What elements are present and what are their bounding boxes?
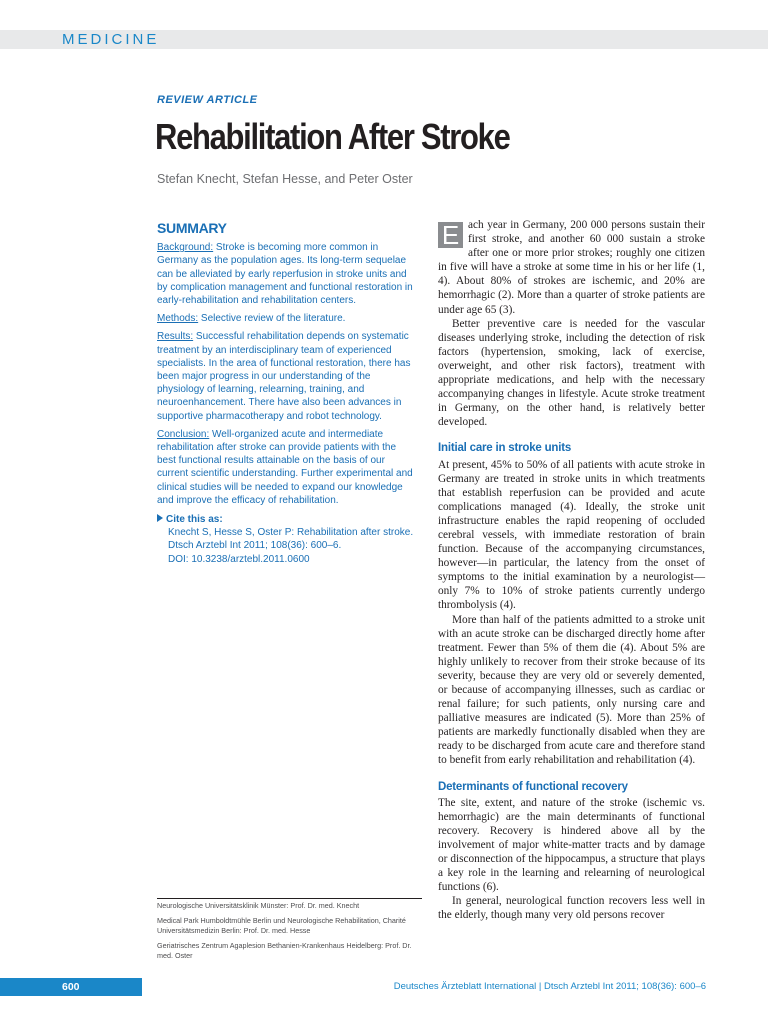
body-paragraph: More than half of the patients admitted to a stroke unit with an acute stroke can be discharged directly home after treatment. Fewer than 5% of them die (4). About 5% are highly unlikely to recover from their stroke because of its severity, because they are very old or severely demented, or because of accompanying illnesses, such as cardiac or renal failure; for such patients, only nursing care and palliative measures are indicated (5). More than 25% of patients are markedly functionally disabled when they are ready to be discharged from acute care and therefore stand to benefit from early rehabilitation and rehabilitation (4). [438,613,705,767]
body-paragraph: In general, neurological function recovers less well in the elderly, though many very old persons recover [438,895,705,922]
section-heading: Determinants of functional recovery [438,780,628,793]
page-number: 600 [62,981,80,993]
body-paragraph: Better preventive care is needed for the vascular diseases underlying stroke, including the detection of risk factors (hypertension, smoking, lack of exercise, overweight, and other risk factors), treatment with appropriate medications, and help with the necessary accompanying changes in lifestyle. Acute stroke treatment in Germany, on the other hand, is relatively better developed. [438,317,705,429]
journal-citation: Deutsches Ärzteblatt International | Dtsch Arztebl Int 2011; 108(36): 600–6 [393,981,706,992]
section-label: MEDICINE [62,31,160,48]
background-text: Stroke is becoming more common in Germany as the population ages. Its long-term sequelae can be alleviated by early reperfusion in stroke units and by complication management and functional restoration in early-rehabilitation and rehabilitation centers. [157,242,413,307]
section-heading: Initial care in stroke units [438,442,572,455]
summary-box [157,222,417,566]
cite-line-2: Dtsch Arztebl Int 2011; 108(36): 600–6. [168,540,342,552]
citation [157,513,417,566]
background-label: Background: [157,242,214,254]
page-title: Rehabilitation After Stroke [155,116,510,157]
body-text: ach year in Germany, 200 000 persons sustain their first stroke, and another 60 000 sustain a stroke after one or more prior strokes; roughly one citizen in five will have a stroke at some time in his or her life (1, 4). About 80% of strokes are ischemic, and 20% are hemorrhagic (2). More than a quarter of stroke patients are under age 65 (3). [438,219,705,316]
body-paragraph [438,218,705,317]
drop-cap: E [438,222,463,248]
conclusion-text: Well-organized acute and intermediate rehabilitation after stroke can provide patients with the best functional results attainable on the basis of our current scientific understanding. Further experimental and clinical studies will be needed to expand our knowledge and improve the efficacy of rehabilitation. [157,428,413,506]
summary-conclusion [157,428,417,507]
body-paragraph: The site, extent, and nature of the stroke (ischemic vs. hemorrhagic) are the main determinants of functional recovery. Recovery is hindered above all by the involvement of major white-matter tracts and by damage or disconnection of the hippocampus, a structure that plays a key role in the learning and relearning of neurological functions (6). [438,796,705,894]
summary-methods [157,312,417,325]
affiliation-2: Medical Park Humboldtmühle Berlin und Neurologische Rehabilitation, Charité Universitätsmedizin Berlin: Prof. Dr. med. Hesse [157,916,406,935]
body-paragraph: At present, 45% to 50% of all patients with acute stroke in Germany are treated in stroke units in which treatments that establish reperfusion can be provided and acute complications managed (4). Ideally, the stroke unit infrastructure enables the rapid reopening of occluded cerebral vessels, with immediate restoration of brain function. Because of the accompanying circumstances, however—in particular, the latency from the onset of symptoms to the initial examination by a neurologist—only 7% to 10% of stroke patients currently undergo thrombolysis (4). [438,458,705,612]
article-body [438,218,705,923]
summary-background [157,241,417,307]
summary-results [157,330,417,422]
cite-doi[interactable]: DOI: 10.3238/arztebl.2011.0600 [168,553,310,565]
article-type: REVIEW ARTICLE [157,94,258,106]
cite-line-1: Knecht S, Hesse S, Oster P: Rehabilitation after stroke. [168,527,414,539]
results-label: Results: [157,331,194,343]
conclusion-label: Conclusion: [157,428,210,440]
affiliation-divider [157,898,422,899]
triangle-right-icon [157,514,163,522]
affiliation-3: Geriatrisches Zentrum Agaplesion Bethanien-Krankenhaus Heidelberg: Prof. Dr. med. Oster [157,941,412,960]
results-text: Successful rehabilitation depends on systematic treatment by an interdisciplinary team of experienced specialists. In the area of functional restoration, there has been major progress in our understanding of the physiology of learning, relearning, training, and neuroenhancement. There have also been advances in supportive pharmacotherapy and robot technology. [157,331,411,422]
methods-label: Methods: [157,313,199,325]
cite-heading: Cite this as: [166,514,223,526]
summary-heading: SUMMARY [157,220,227,236]
affiliation-1: Neurologische Universitätsklinik Münster: Prof. Dr. med. Knecht [157,901,360,910]
authors: Stefan Knecht, Stefan Hesse, and Peter Oster [157,172,413,186]
methods-text: Selective review of the literature. [198,313,346,325]
